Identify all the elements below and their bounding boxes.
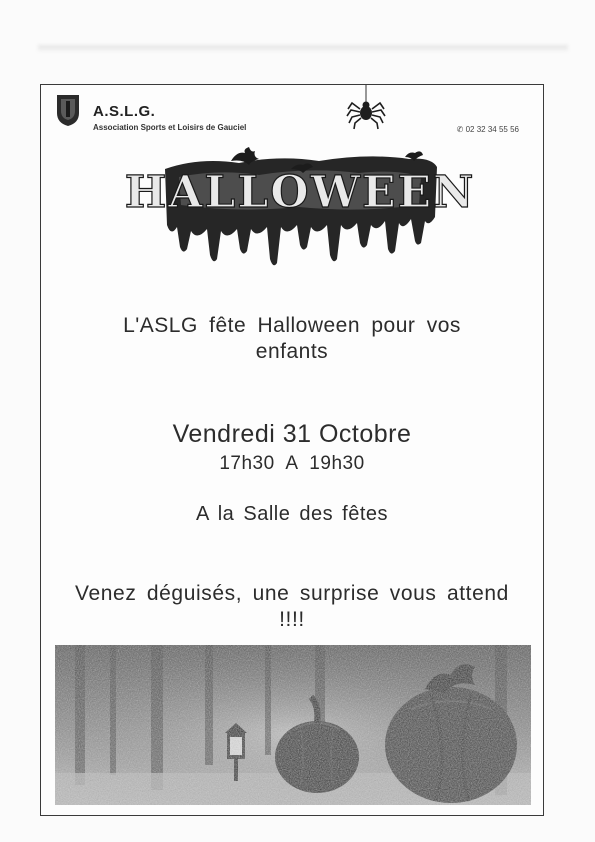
scan-shadow bbox=[38, 45, 568, 51]
event-invite: Venez déguisés, une surprise vous attend !!!! bbox=[75, 582, 509, 631]
flyer-page bbox=[40, 84, 544, 816]
crest-icon bbox=[55, 93, 81, 127]
halloween-banner bbox=[124, 147, 476, 277]
event-date: Vendredi 31 Octobre bbox=[172, 420, 412, 448]
spider-icon bbox=[346, 85, 386, 133]
org-subtitle: Association Sports et Loisirs de Gauciel bbox=[93, 123, 247, 132]
org-name: A.S.L.G. bbox=[93, 103, 156, 120]
event-headline: L'ASLG fête Halloween pour vos enfants bbox=[123, 314, 461, 363]
event-time: 17h30 A 19h30 bbox=[219, 453, 365, 474]
pumpkin-scene-image bbox=[55, 645, 531, 805]
phone-icon: ✆ bbox=[456, 125, 466, 134]
phone-contact bbox=[457, 125, 519, 134]
banner-word: HALLOWEEN bbox=[124, 167, 476, 218]
event-place: A la Salle des fêtes bbox=[195, 503, 389, 525]
phone-number: 02 32 34 55 56 bbox=[465, 125, 519, 134]
